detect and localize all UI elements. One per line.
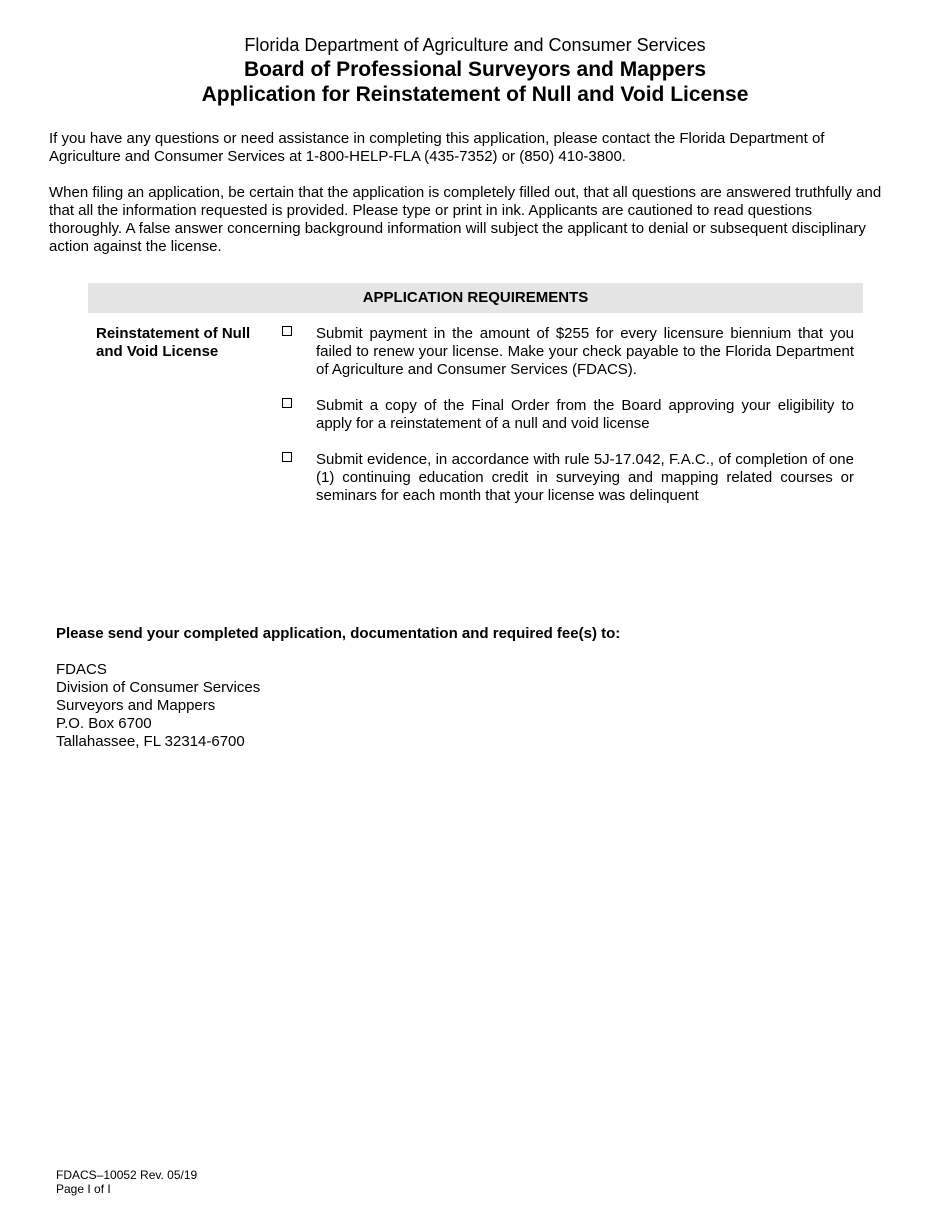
board-name: Board of Professional Surveyors and Mappers (243, 58, 707, 81)
document-footer (56, 1168, 197, 1196)
address-line: Division of Consumer Services (56, 679, 261, 696)
mailing-instruction: Please send your completed application, documentation and required fee(s) to: (56, 625, 621, 642)
form-number: FDACS–10052 Rev. 05/19 (56, 1168, 198, 1182)
address-line: Tallahassee, FL 32314-6700 (56, 733, 245, 750)
checkbox-icon[interactable] (282, 326, 292, 336)
requirements-label: Reinstatement of Null and Void License (96, 325, 251, 360)
contact-paragraph: If you have any questions or need assistance in completing this application, please contact the Florida Department of Agriculture and Consumer Services at 1-800-HELP-FLA (435-7352) or (850) 410-3800. (49, 130, 825, 165)
document-header (0, 34, 950, 107)
requirement-text: Submit a copy of the Final Order from the Board approving your eligibility to apply for a reinstatement of a null and void license (316, 397, 854, 432)
mailing-address (56, 661, 260, 751)
agency-name: Florida Department of Agriculture and Consumer Services (244, 35, 706, 55)
page-number: Page I of I (56, 1182, 111, 1196)
checkbox-icon[interactable] (282, 398, 292, 408)
filing-instructions-paragraph: When filing an application, be certain that the application is completely filled out, that all questions are answered truthfully and that all the information requested is provided. Please type or print in ink. Applicants are cautioned to read questions thoroughly. A false answer concerning background information will subject the applicant to denial or subsequent disciplinary action against the license. (49, 184, 882, 255)
checkbox-icon[interactable] (282, 452, 292, 462)
address-line: P.O. Box 6700 (56, 715, 152, 732)
address-line: Surveyors and Mappers (56, 697, 216, 714)
requirement-text: Submit evidence, in accordance with rule 5J-17.042, F.A.C., of completion of one (1) continuing education credit in surveying and mapping related courses or seminars for each month that your license was delinquent (316, 451, 854, 504)
requirement-text: Submit payment in the amount of $255 for every licensure biennium that you failed to renew your license. Make your check payable to the Florida Department of Agriculture and Consumer Services (FDACS). (316, 325, 854, 378)
address-line: FDACS (56, 661, 107, 678)
form-title: Application for Reinstatement of Null and Void License (201, 83, 749, 106)
requirements-heading: APPLICATION REQUIREMENTS (88, 283, 863, 313)
